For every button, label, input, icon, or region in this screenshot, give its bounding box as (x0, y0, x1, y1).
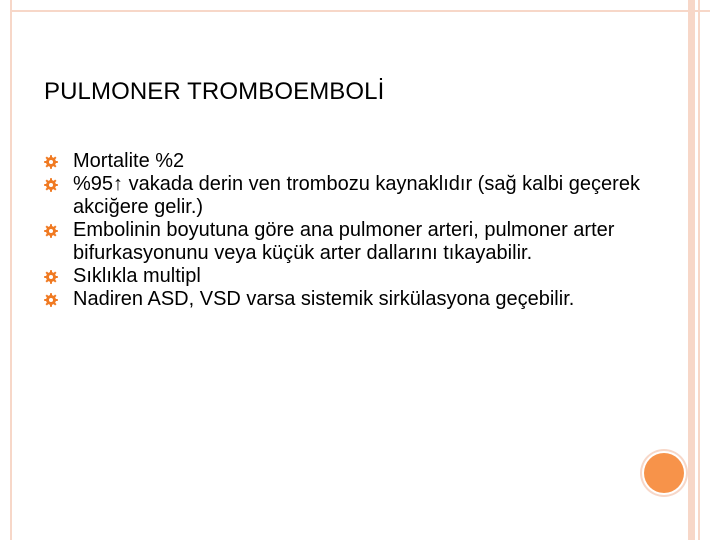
bullet-text: %95↑ vakada derin ven trombozu kaynaklıdır (sağ kalbi geçerek akciğere gelir.) (73, 173, 640, 218)
gear-icon (44, 293, 58, 307)
bullet-item (44, 265, 644, 288)
slide-title: PULMONER TROMBOEMBOLİ (44, 78, 385, 105)
bullet-list (44, 150, 644, 311)
gear-icon (44, 178, 58, 192)
gear-icon (44, 155, 58, 169)
top-border-line (10, 10, 710, 12)
decorative-orange-circle (644, 453, 684, 493)
bullet-text: Mortalite %2 (73, 150, 185, 172)
gear-icon (44, 224, 58, 238)
bullet-item (44, 150, 644, 173)
bullet-text: Embolinin boyutuna göre ana pulmoner arteri, pulmoner arter bifurkasyonunu veya küçük arter dallarını tıkayabilir. (73, 219, 615, 264)
right-border-bar (688, 0, 695, 540)
bullet-text: Sıklıkla multipl (73, 265, 201, 287)
bullet-item (44, 288, 644, 311)
bullet-text: Nadiren ASD, VSD varsa sistemik sirkülasyona geçebilir. (73, 288, 575, 310)
left-border-line (10, 0, 12, 540)
bullet-item (44, 219, 644, 265)
gear-icon (44, 270, 58, 284)
bullet-item (44, 173, 644, 219)
right-border-line (698, 0, 700, 540)
